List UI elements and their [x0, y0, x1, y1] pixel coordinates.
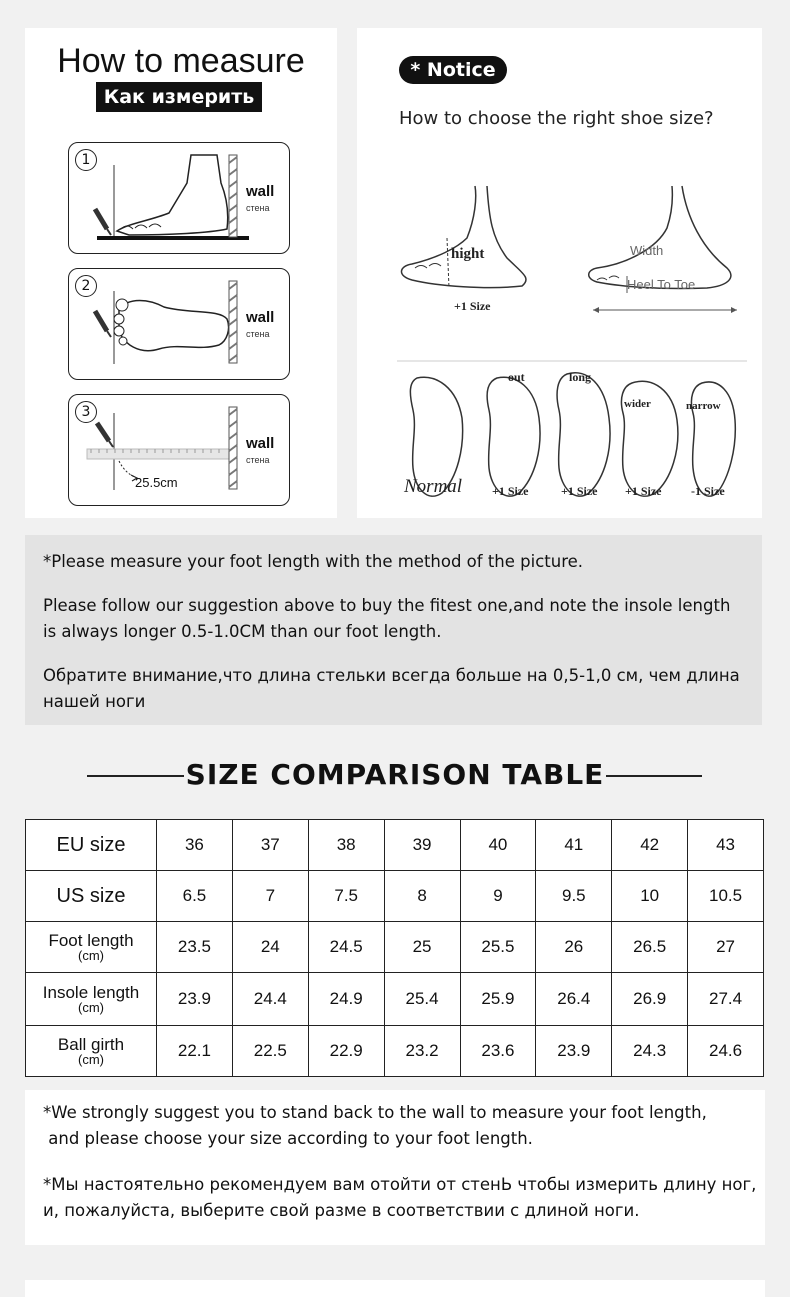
- table-cell: 25.9: [460, 973, 536, 1026]
- table-cell: 9.5: [536, 871, 612, 922]
- label-heel-to-toe: Heel To Toe: [627, 277, 696, 292]
- row-header: [26, 820, 157, 871]
- measure-step-1: [68, 142, 290, 254]
- table-cell: 26.4: [536, 973, 612, 1026]
- table-cell: 24.9: [308, 973, 384, 1026]
- info-line-2b: is always longer 0.5-1.0CM than our foot length.: [43, 622, 442, 641]
- size-comparison-table: [25, 819, 764, 1077]
- row-header-label: EU size: [56, 833, 126, 856]
- pencil-icon: [95, 311, 111, 337]
- info-box: [25, 535, 762, 725]
- label-wider: wider: [624, 398, 651, 410]
- table-cell: 25.4: [384, 973, 460, 1026]
- row-header-unit: (cm): [78, 1051, 104, 1067]
- row-header-label: Foot length: [48, 930, 134, 950]
- table-cell: 25.5: [460, 922, 536, 973]
- info-line-1: *Please measure your foot length with the method of the picture.: [43, 552, 584, 571]
- table-cell: 37: [232, 820, 308, 871]
- wall-label-ru: стена: [246, 329, 270, 339]
- table-cell: 22.5: [232, 1026, 308, 1077]
- step-number-1: 1: [75, 149, 97, 171]
- table-cell: 24.4: [232, 973, 308, 1026]
- label-size-note: +1 Size: [625, 484, 662, 498]
- table-row: [26, 973, 764, 1026]
- table-cell: 40: [460, 820, 536, 871]
- bottom-note-ru-1: *Мы настоятельно рекомендуем вам отойти от стенЬ чтобы измерить длину ног,: [43, 1175, 757, 1194]
- table-row: [26, 871, 764, 922]
- label-plus-one-size: +1 Size: [454, 299, 491, 313]
- footer-strip: [25, 1280, 765, 1297]
- label-size-note: +1 Size: [561, 484, 598, 498]
- row-header-unit: (cm): [78, 947, 104, 963]
- table-cell: 10.5: [688, 871, 764, 922]
- table-cell: 39: [384, 820, 460, 871]
- label-long: long: [569, 370, 592, 384]
- bottom-note-ru-2: и, пожалуйста, выберите свой разме в соответствии с длиной ноги.: [43, 1201, 640, 1220]
- row-header-label: US size: [56, 884, 126, 907]
- table-cell: 41: [536, 820, 612, 871]
- label-narrow: narrow: [686, 400, 721, 412]
- pencil-icon: [97, 423, 113, 447]
- table-cell: 27.4: [688, 973, 764, 1026]
- how-to-measure-panel: [25, 28, 337, 518]
- bottom-note-en-1: *We strongly suggest you to stand back to the wall to measure your foot length,: [43, 1103, 707, 1122]
- row-header-label: Ball girth: [57, 1034, 125, 1054]
- label-normal: Normal: [404, 476, 463, 497]
- table-cell: 27: [688, 922, 764, 973]
- table-cell: 26: [536, 922, 612, 973]
- table-cell: 38: [308, 820, 384, 871]
- info-line-2a: Please follow our suggestion above to buy the fitest one,and note the insole length: [43, 596, 731, 615]
- step-number-3: 3: [75, 401, 97, 423]
- table-cell: 24: [232, 922, 308, 973]
- table-row: [26, 922, 764, 973]
- info-line-3a: Обратите внимание,что длина стельки всегда больше на 0,5-1,0 см, чем длина: [43, 666, 740, 685]
- table-cell: 7: [232, 871, 308, 922]
- table-cell: 22.1: [157, 1026, 233, 1077]
- pencil-icon: [95, 209, 111, 235]
- step-number-2: 2: [75, 275, 97, 297]
- how-to-measure-subtitle-ru: Как измерить: [96, 82, 262, 112]
- label-hight: hight: [451, 246, 485, 262]
- foot-shape-illustration: [357, 178, 762, 518]
- table-cell: 23.2: [384, 1026, 460, 1077]
- table-cell: 26.9: [612, 973, 688, 1026]
- measurement-value: 25.5cm: [135, 475, 178, 490]
- table-cell: 26.5: [612, 922, 688, 973]
- wall-label-ru: стена: [246, 455, 270, 465]
- table-cell: 24.3: [612, 1026, 688, 1077]
- bottom-note-en-2: and please choose your size according to your foot length.: [43, 1129, 533, 1148]
- table-cell: 22.9: [308, 1026, 384, 1077]
- label-size-note: +1 Size: [492, 484, 529, 498]
- table-cell: 24.6: [688, 1026, 764, 1077]
- size-table-title: SIZE COMPARISON TABLE: [185, 758, 605, 791]
- info-line-3b: нашей ноги: [43, 692, 146, 711]
- label-out: out: [508, 370, 525, 384]
- row-header-unit: (cm): [78, 999, 104, 1015]
- row-header-label: Insole length: [42, 982, 140, 1002]
- table-cell: 6.5: [157, 871, 233, 922]
- table-cell: 23.9: [157, 973, 233, 1026]
- row-header: [26, 922, 157, 973]
- table-cell: 23.6: [460, 1026, 536, 1077]
- table-row: [26, 1026, 764, 1077]
- table-cell: 9: [460, 871, 536, 922]
- how-to-measure-title: How to measure: [57, 42, 305, 80]
- notice-badge: * Notice: [399, 56, 507, 84]
- table-cell: 43: [688, 820, 764, 871]
- wall-label-ru: стена: [246, 203, 270, 213]
- table-cell: 10: [612, 871, 688, 922]
- label-size-note: -1 Size: [691, 484, 725, 498]
- bottom-note: [25, 1090, 765, 1245]
- table-cell: 8: [384, 871, 460, 922]
- wall-label: wall: [246, 309, 275, 326]
- table-cell: 36: [157, 820, 233, 871]
- notice-question: How to choose the right shoe size?: [399, 108, 714, 129]
- table-cell: 23.5: [157, 922, 233, 973]
- measure-step-3: [68, 394, 290, 506]
- title-divider-right: [606, 775, 702, 777]
- row-header: [26, 871, 157, 922]
- table-row: [26, 820, 764, 871]
- wall-label: wall: [246, 183, 275, 200]
- label-width: Width: [630, 243, 664, 258]
- table-cell: 23.9: [536, 1026, 612, 1077]
- table-cell: 42: [612, 820, 688, 871]
- row-header: [26, 1026, 157, 1077]
- measure-step-2: [68, 268, 290, 380]
- table-cell: 24.5: [308, 922, 384, 973]
- notice-panel: [357, 28, 762, 518]
- table-cell: 25: [384, 922, 460, 973]
- table-cell: 7.5: [308, 871, 384, 922]
- wall-label: wall: [246, 435, 275, 452]
- row-header: [26, 973, 157, 1026]
